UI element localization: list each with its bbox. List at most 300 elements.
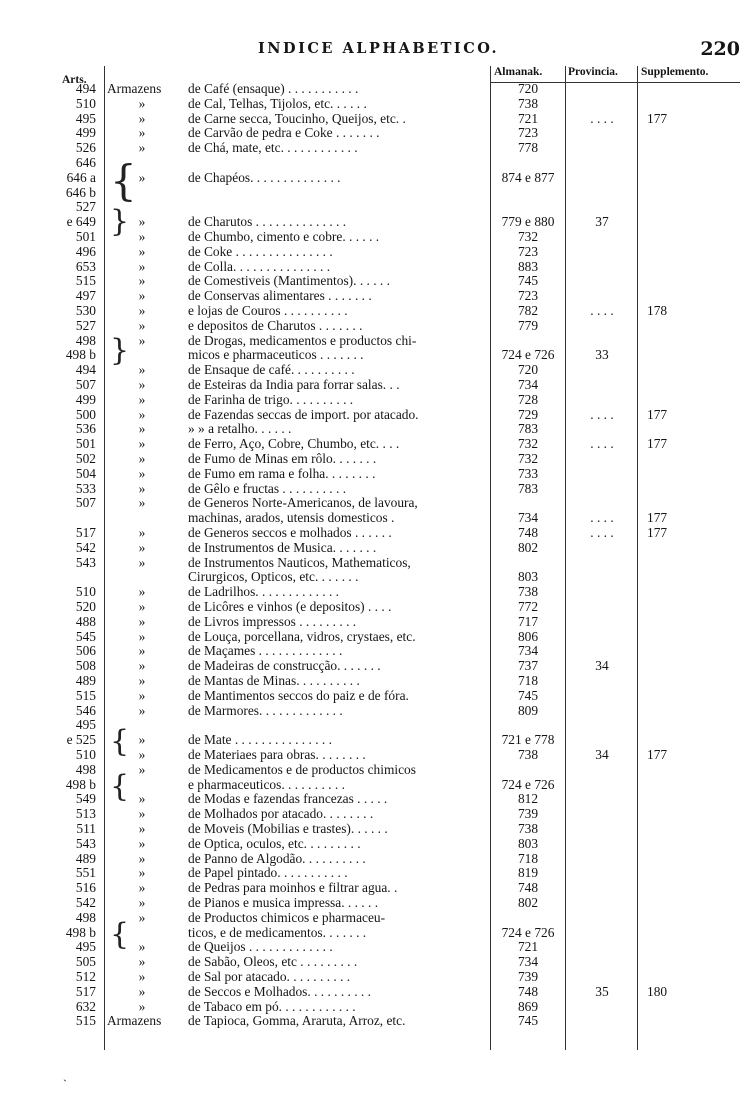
cell-sep: »: [138, 125, 146, 141]
cell-alm: 802: [517, 539, 539, 555]
cell-desc: de Coke . . . . . . . . . . . . . . .: [188, 243, 333, 259]
cell-alm: 869: [517, 998, 539, 1014]
cell-alm: 724 e 726: [501, 924, 555, 940]
cell-alm: 819: [517, 865, 539, 881]
cell-desc: de Chá, mate, etc. . . . . . . . . . . .: [188, 140, 358, 156]
cell-art: 520: [75, 599, 96, 614]
cell-sep: »: [138, 909, 146, 925]
table-row: [0, 333, 746, 348]
cell-sep: »: [138, 613, 146, 629]
cell-alm: 720: [517, 81, 539, 96]
cell-alm: 720: [517, 362, 539, 378]
cell-alm: 874 e 877: [501, 169, 555, 185]
cell-sep: »: [138, 791, 146, 807]
table-row: [0, 865, 746, 880]
cell-art: 551: [75, 865, 96, 881]
cell-sep: »: [138, 687, 146, 703]
cell-alm: 732: [517, 451, 539, 466]
table-row: [0, 466, 746, 481]
cell-desc: ticos, e de medicamentos. . . . . . .: [188, 924, 367, 940]
table-row: [0, 762, 746, 777]
cell-desc: de Optica, oculos, etc. . . . . . . . .: [188, 835, 361, 851]
brace-icon: }: [110, 333, 130, 368]
cell-art: 517: [75, 525, 96, 540]
cell-art: 501: [75, 436, 96, 452]
cell-alm: 738: [517, 584, 539, 600]
column-header-supplemento: Supplemento.: [641, 66, 709, 78]
cell-sup: 177: [647, 436, 668, 452]
table-row: [0, 259, 746, 274]
cell-desc: de Livros impressos . . . . . . . . .: [188, 613, 357, 629]
table-row: [0, 836, 746, 851]
cell-desc: de Farinha de trigo. . . . . . . . . .: [188, 391, 354, 407]
cell-art: 494: [75, 362, 96, 378]
cell-sep: »: [138, 584, 146, 600]
cell-art: 495: [75, 110, 96, 126]
cell-sep: »: [138, 303, 146, 318]
cell-alm: 745: [517, 273, 539, 289]
cell-art: 513: [75, 806, 96, 822]
table-row: [0, 614, 746, 629]
table-row: [0, 880, 746, 895]
cell-art: 632: [75, 998, 96, 1014]
table-row: [0, 436, 746, 451]
cell-art: 498 b: [65, 924, 96, 940]
table-row: [0, 732, 746, 747]
table-row: [0, 510, 746, 525]
cell-desc: de Queijos . . . . . . . . . . . . .: [188, 939, 333, 955]
cell-sep: »: [138, 258, 146, 274]
page-title: INDICE ALPHABETICO.: [258, 40, 500, 57]
cell-alm: 883: [517, 258, 539, 274]
cell-desc: de Seccos e Molhados. . . . . . . . . .: [188, 983, 371, 999]
cell-alm: 806: [517, 628, 539, 644]
cell-sep: »: [138, 377, 146, 392]
cell-alm: 779: [517, 317, 539, 333]
table-row: [0, 525, 746, 540]
cell-alm: 734: [517, 643, 539, 659]
cell-desc: de Café (ensaque) . . . . . . . . . . .: [188, 81, 359, 96]
table-row: [0, 318, 746, 333]
column-header-provincia: Provincia.: [568, 66, 618, 78]
cell-art: 516: [75, 880, 96, 896]
cell-desc: machinas, arados, utensis domesticos .: [188, 510, 395, 526]
cell-sep: »: [138, 332, 146, 348]
cell-sep: »: [138, 525, 146, 540]
cell-alm: 732: [517, 229, 539, 244]
table-row: [0, 910, 746, 925]
cell-sep: »: [138, 554, 146, 570]
brace-icon: {: [110, 724, 130, 759]
cell-sep: »: [138, 214, 146, 230]
cell-art: 507: [75, 377, 96, 392]
cell-art: 495: [75, 717, 96, 733]
cell-sep: »: [138, 835, 146, 851]
cell-art: 499: [75, 391, 96, 407]
cell-art: 646 a: [66, 169, 96, 185]
cell-sep: »: [138, 628, 146, 644]
cell-sep: »: [138, 865, 146, 881]
brace-icon: {: [110, 156, 137, 205]
table-row: [0, 584, 746, 599]
table-row: [0, 569, 746, 584]
cell-art: 543: [75, 835, 96, 851]
table-row: [0, 495, 746, 510]
cell-desc: de Drogas, medicamentos e productos chi-: [188, 332, 417, 348]
cell-desc: micos e pharmaceuticos . . . . . . .: [188, 347, 364, 363]
cell-alm: 738: [517, 821, 539, 836]
cell-sep: »: [138, 243, 146, 259]
cell-desc: de Mantimentos seccos do paiz e de fóra.: [188, 687, 409, 703]
cell-desc: de Chumbo, cimento e cobre. . . . . .: [188, 229, 380, 244]
page-number: 220: [700, 38, 740, 60]
cell-art: 646: [75, 155, 96, 170]
cell-desc: de Papel pintado. . . . . . . . . . .: [188, 865, 348, 881]
cell-alm: 734: [517, 377, 539, 392]
cell-desc: de Colla. . . . . . . . . . . . . . .: [188, 258, 331, 274]
cell-desc: de Instrumentos de Musica. . . . . . .: [188, 539, 377, 555]
table-row: [0, 362, 746, 377]
cell-sup: 178: [647, 303, 668, 318]
cell-alm: 721: [517, 939, 539, 955]
cell-art: 500: [75, 406, 96, 422]
brace-icon: {: [110, 769, 130, 804]
table-row: [0, 895, 746, 910]
cell-sep: »: [138, 983, 146, 999]
cell-desc: de Sal por atacado. . . . . . . . . .: [188, 969, 351, 984]
cell-sep: »: [138, 451, 146, 466]
cell-sep: »: [138, 288, 146, 304]
cell-alm: 803: [517, 835, 539, 851]
cell-alm: 734: [517, 954, 539, 970]
table-row: [0, 806, 746, 821]
table-row: [0, 421, 746, 436]
cell-sup: 177: [647, 747, 668, 762]
cell-art: 515: [75, 273, 96, 289]
cell-prov: . . . .: [590, 303, 614, 318]
table-row: [0, 1013, 746, 1028]
cell-art: 495: [75, 939, 96, 955]
table-row: [0, 111, 746, 126]
table-row: [0, 199, 746, 214]
cell-desc: de Tabaco em pó. . . . . . . . . . . .: [188, 998, 356, 1014]
cell-sep: »: [138, 110, 146, 126]
brace-icon: {: [110, 917, 130, 952]
cell-prov: 34: [595, 658, 609, 674]
table-row: [0, 954, 746, 969]
cell-desc: de Esteiras da India para forrar salas. . .: [188, 377, 400, 392]
table-row: [0, 717, 746, 732]
table-row: [0, 273, 746, 288]
table-row: [0, 140, 746, 155]
cell-alm: 721 e 778: [501, 732, 555, 748]
cell-sep: »: [138, 658, 146, 674]
cell-art: 496: [75, 243, 96, 259]
table-row: [0, 214, 746, 229]
cell-sep: »: [138, 95, 146, 111]
cell-alm: 745: [517, 1013, 539, 1029]
cell-art: 510: [75, 747, 96, 762]
cell-alm: 748: [517, 525, 539, 540]
cell-desc: de Instrumentos Nauticos, Mathematicos,: [188, 554, 411, 570]
cell-desc: de Panno de Algodão. . . . . . . . . .: [188, 850, 366, 866]
cell-alm: 783: [517, 480, 539, 496]
cell-art: 497: [75, 288, 96, 304]
cell-desc: de Pedras para moinhos e filtrar agua. .: [188, 880, 398, 896]
cell-desc: de Fazendas seccas de import. por atacado.: [188, 406, 419, 422]
cell-arm: Armazens: [107, 1013, 162, 1029]
cell-sep: »: [138, 495, 146, 511]
table-row: [0, 244, 746, 259]
cell-desc: de Ensaque de café. . . . . . . . . .: [188, 362, 355, 378]
cell-art: 515: [75, 1013, 96, 1029]
cell-sep: »: [138, 954, 146, 970]
cell-sep: »: [138, 702, 146, 718]
table-row: [0, 81, 746, 96]
cell-art: 510: [75, 584, 96, 600]
cell-prov: 37: [595, 214, 609, 230]
table-row: [0, 303, 746, 318]
cell-alm: 724 e 726: [501, 776, 555, 792]
cell-alm: 809: [517, 702, 539, 718]
cell-art: 542: [75, 895, 96, 910]
cell-sep: »: [138, 140, 146, 156]
cell-desc: de Ladrilhos. . . . . . . . . . . . .: [188, 584, 339, 600]
cell-art: 546: [75, 702, 96, 718]
cell-desc: de Carne secca, Toucinho, Queijos, etc. .: [188, 110, 406, 126]
cell-art: 530: [75, 303, 96, 318]
cell-desc: de Fumo em rama e folha. . . . . . . .: [188, 465, 376, 481]
table-row: [0, 155, 746, 170]
table-row: [0, 229, 746, 244]
table-row: [0, 185, 746, 200]
table-row: [0, 688, 746, 703]
cell-sep: »: [138, 761, 146, 777]
cell-art: 527: [75, 317, 96, 333]
cell-desc: e depositos de Charutos . . . . . . .: [188, 317, 363, 333]
cell-sep: »: [138, 821, 146, 836]
cell-desc: de Medicamentos e de productos chimicos: [188, 761, 416, 777]
table-row: [0, 451, 746, 466]
cell-desc: de Mantas de Minas. . . . . . . . . .: [188, 673, 360, 688]
table-row: [0, 673, 746, 688]
cell-sep: »: [138, 480, 146, 496]
table-row: [0, 821, 746, 836]
cell-art: 498: [75, 332, 96, 348]
cell-alm: 718: [517, 673, 539, 688]
cell-alm: 737: [517, 658, 539, 674]
table-row: [0, 984, 746, 999]
cell-desc: de Comestiveis (Mantimentos). . . . . .: [188, 273, 390, 289]
cell-alm: 738: [517, 747, 539, 762]
cell-desc: e lojas de Couros . . . . . . . . . .: [188, 303, 348, 318]
cell-desc: de Productos chimicos e pharmaceu-: [188, 909, 386, 925]
table-row: [0, 939, 746, 954]
cell-sup: 177: [647, 510, 668, 526]
cell-desc: de Louça, porcellana, vidros, crystaes, etc.: [188, 628, 416, 644]
cell-alm: 733: [517, 465, 539, 481]
cell-desc: de Madeiras de construcção. . . . . . .: [188, 658, 381, 674]
cell-desc: de Charutos . . . . . . . . . . . . . .: [188, 214, 347, 230]
table-row: [0, 288, 746, 303]
table-row: [0, 347, 746, 362]
cell-art: 545: [75, 628, 96, 644]
cell-sep: »: [138, 939, 146, 955]
cell-alm: 728: [517, 391, 539, 407]
table-row: [0, 392, 746, 407]
table-row: [0, 125, 746, 140]
cell-art: 536: [75, 421, 96, 437]
table-row: [0, 791, 746, 806]
cell-prov: 35: [595, 983, 609, 999]
cell-prov: . . . .: [590, 525, 614, 540]
cell-art: 543: [75, 554, 96, 570]
cell-desc: de Conservas alimentares . . . . . . .: [188, 288, 372, 304]
cell-alm: 745: [517, 687, 539, 703]
cell-desc: de Moveis (Mobilias e trastes). . . . . .: [188, 821, 388, 836]
cell-art: 517: [75, 983, 96, 999]
cell-art: 508: [75, 658, 96, 674]
cell-alm: 734: [517, 510, 539, 526]
table-row: [0, 643, 746, 658]
brace-icon: }: [110, 204, 130, 239]
cell-sep: »: [138, 998, 146, 1014]
table-row: [0, 777, 746, 792]
table-row: [0, 747, 746, 762]
cell-desc: de Generos Norte-Americanos, de lavoura,: [188, 495, 418, 511]
cell-art: e 649: [66, 214, 96, 230]
cell-desc: de Gêlo e fructas . . . . . . . . . .: [188, 480, 347, 496]
table-row: [0, 96, 746, 111]
cell-desc: » » a retalho. . . . . .: [188, 421, 292, 437]
cell-art: 498 b: [65, 776, 96, 792]
table-row: [0, 703, 746, 718]
cell-sup: 177: [647, 525, 668, 540]
table-row: [0, 555, 746, 570]
cell-desc: de Modas e fazendas francezas . . . . .: [188, 791, 388, 807]
cell-sep: »: [138, 273, 146, 289]
cell-desc: Cirurgicos, Opticos, etc. . . . . . .: [188, 569, 359, 585]
cell-alm: 783: [517, 421, 539, 437]
cell-sep: »: [138, 421, 146, 437]
cell-sep: »: [138, 969, 146, 984]
cell-desc: de Pianos e musica impressa. . . . . .: [188, 895, 379, 910]
cell-desc: de Materiaes para obras. . . . . . . .: [188, 747, 366, 762]
cell-desc: de Cal, Telhas, Tijolos, etc. . . . . .: [188, 95, 367, 111]
cell-sep: »: [138, 643, 146, 659]
table-row: [0, 407, 746, 422]
cell-art: 506: [75, 643, 96, 659]
cell-sep: »: [138, 436, 146, 452]
cell-alm: 748: [517, 880, 539, 896]
cell-prov: . . . .: [590, 406, 614, 422]
cell-art: 499: [75, 125, 96, 141]
cell-desc: de Marmores. . . . . . . . . . . . .: [188, 702, 343, 718]
cell-art: 526: [75, 140, 96, 156]
cell-alm: 738: [517, 95, 539, 111]
cell-sep: »: [138, 391, 146, 407]
cell-desc: de Molhados por atacado. . . . . . . .: [188, 806, 374, 822]
table-row: [0, 377, 746, 392]
cell-sep: »: [138, 465, 146, 481]
cell-art: 489: [75, 850, 96, 866]
cell-sup: 177: [647, 110, 668, 126]
cell-alm: 803: [517, 569, 539, 585]
cell-sup: 177: [647, 406, 668, 422]
cell-art: 502: [75, 451, 96, 466]
cell-alm: 779 e 880: [501, 214, 555, 230]
cell-sep: »: [138, 317, 146, 333]
cell-art: 505: [75, 954, 96, 970]
table-row: [0, 999, 746, 1014]
cell-alm: 739: [517, 969, 539, 984]
table-row: [0, 540, 746, 555]
cell-art: 501: [75, 229, 96, 244]
cell-art: 498: [75, 909, 96, 925]
cell-desc: de Maçames . . . . . . . . . . . . .: [188, 643, 343, 659]
cell-desc: de Sabão, Oleos, etc . . . . . . . . .: [188, 954, 358, 970]
cell-alm: 723: [517, 125, 539, 141]
cell-desc: de Tapioca, Gomma, Araruta, Arroz, etc.: [188, 1013, 406, 1029]
cell-alm: 739: [517, 806, 539, 822]
cell-art: e 525: [66, 732, 96, 748]
cell-art: 653: [75, 258, 96, 274]
cell-desc: de Fumo de Minas em rôlo. . . . . . .: [188, 451, 377, 466]
cell-alm: 802: [517, 895, 539, 910]
cell-sep: »: [138, 806, 146, 822]
cell-sep: »: [138, 747, 146, 762]
cell-desc: de Mate . . . . . . . . . . . . . . .: [188, 732, 332, 748]
cell-art: 498 b: [65, 347, 96, 363]
cell-alm: 782: [517, 303, 539, 318]
cell-prov: . . . .: [590, 436, 614, 452]
cell-alm: 812: [517, 791, 539, 807]
cell-alm: 724 e 726: [501, 347, 555, 363]
cell-sep: »: [138, 169, 146, 185]
table-row: [0, 170, 746, 185]
cell-desc: de Carvão de pedra e Coke . . . . . . .: [188, 125, 380, 141]
cell-art: 527: [75, 199, 96, 215]
cell-prov: 34: [595, 747, 609, 762]
cell-alm: 723: [517, 288, 539, 304]
table-row: [0, 599, 746, 614]
cell-sep: »: [138, 362, 146, 378]
cell-alm: 718: [517, 850, 539, 866]
cell-art: 511: [76, 821, 96, 836]
cell-art: 510: [75, 95, 96, 111]
cell-alm: 772: [517, 599, 539, 614]
cell-sep: »: [138, 880, 146, 896]
cell-desc: de Generos seccos e molhados . . . . . .: [188, 525, 392, 540]
cell-desc: de Licôres e vinhos (e depositos) . . . .: [188, 599, 392, 614]
cell-alm: 748: [517, 983, 539, 999]
cell-alm: 717: [517, 613, 539, 629]
cell-art: 549: [75, 791, 96, 807]
cell-sep: »: [138, 229, 146, 244]
cell-art: 542: [75, 539, 96, 555]
cell-desc: de Ferro, Aço, Cobre, Chumbo, etc. . . .: [188, 436, 400, 452]
cell-alm: 778: [517, 140, 539, 156]
cell-alm: 732: [517, 436, 539, 452]
table-row: [0, 925, 746, 940]
cell-arm: Armazens: [107, 81, 162, 96]
cell-art: 498: [75, 761, 96, 777]
table-row: [0, 629, 746, 644]
cell-alm: 721: [517, 110, 539, 126]
cell-alm: 723: [517, 243, 539, 259]
cell-desc: de Chapéos. . . . . . . . . . . . . .: [188, 169, 341, 185]
table-row: [0, 658, 746, 673]
